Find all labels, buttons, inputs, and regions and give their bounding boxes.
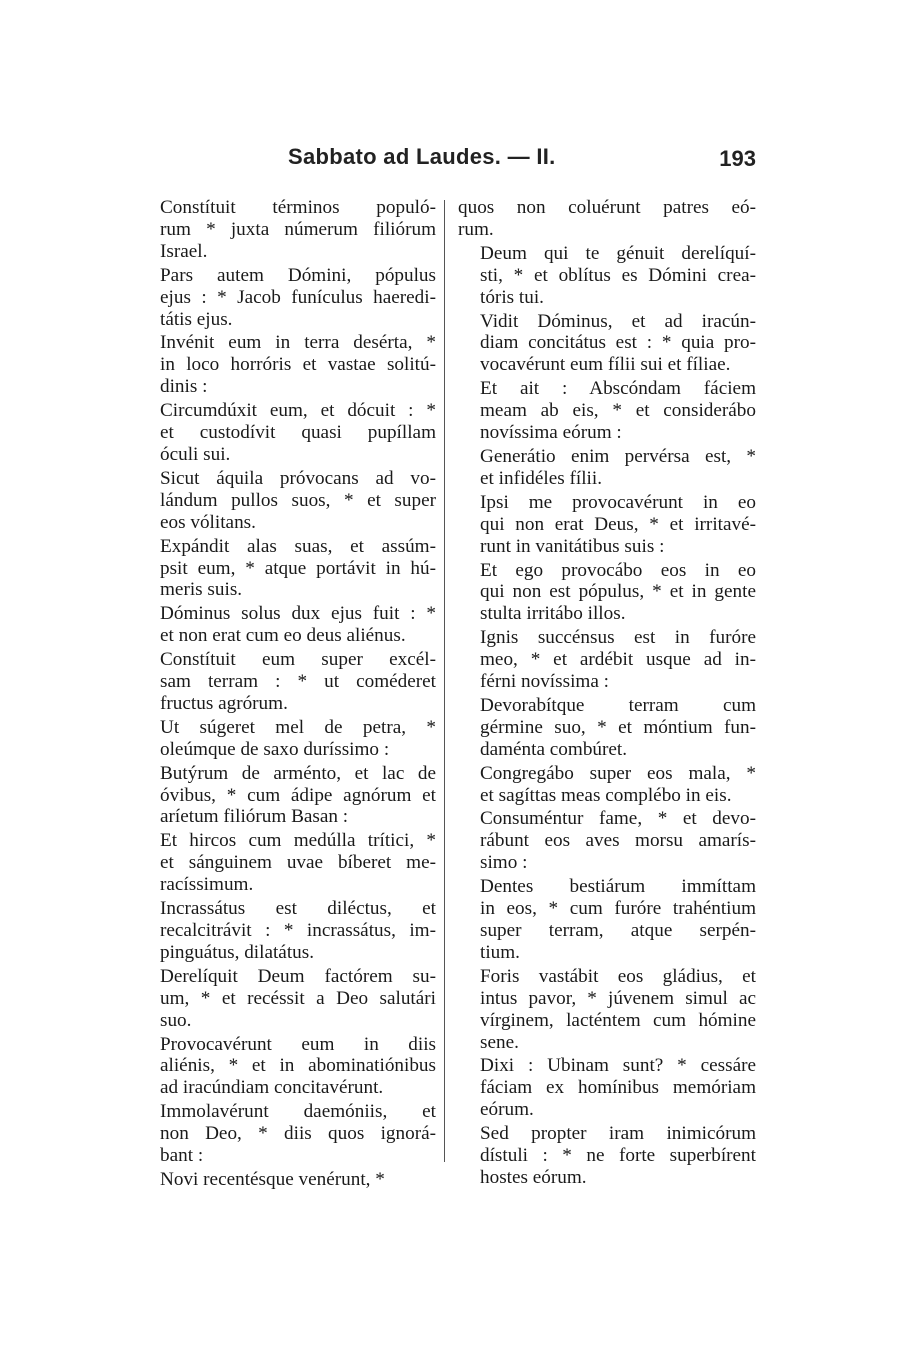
verse (138, 1169, 436, 1191)
verse-line: Foris vastábit eos gládius, et (480, 965, 756, 987)
right-column (458, 197, 756, 1191)
verse (458, 378, 756, 444)
verse-line: et sagíttas meas complébo in eis. (480, 784, 732, 806)
verse-line: Ignis succénsus est in furóre (480, 627, 756, 649)
verse-line: novíssima eórum : (480, 422, 622, 444)
verse-line: Israel. (160, 240, 208, 262)
verse-line: rábunt eos aves morsu amarís- (480, 830, 756, 852)
verse-line: suo. (160, 1009, 192, 1031)
verse (138, 1034, 436, 1100)
verse-line: qui non est pópulus, * et in gente (480, 581, 756, 603)
verse-line: Ut súgeret mel de petra, * (160, 716, 436, 738)
verse (138, 717, 436, 761)
verse-line: Dixi : Ubinam sunt? * cessáre (480, 1055, 756, 1077)
verse-line: Constítuit eum super excél- (160, 649, 436, 671)
verse (458, 197, 756, 241)
verse-line: Immolavérunt daemóniis, et (160, 1101, 436, 1123)
verse-line: super terram, atque serpén- (480, 920, 756, 941)
verse-line: meo, * et ardébit usque ad in- (480, 649, 756, 671)
verse-line: ad iracúndiam concitavérunt. (160, 1077, 384, 1099)
page-header (138, 144, 758, 178)
verse-line: recalcitrávit : * incrassátus, im- (160, 920, 436, 941)
verse (458, 627, 756, 693)
verse (138, 332, 436, 398)
verse (458, 1123, 756, 1189)
verse-line: Congregábo super eos mala, * (480, 762, 756, 784)
verse-line: Sicut áquila próvocans ad vo- (160, 467, 436, 489)
verse (138, 197, 436, 263)
verse (138, 763, 436, 829)
verse (458, 243, 756, 309)
verse-line: sam terram : * ut coméderet (160, 671, 436, 693)
running-title: Sabbato ad Laudes. — II. (288, 144, 556, 169)
verse-line: gérmine suo, * et móntium fun- (480, 716, 756, 738)
verse-line: in eos, * cum furóre trahéntium (480, 898, 756, 920)
verse (138, 898, 436, 964)
verse-line: Invénit eum in terra desérta, * (160, 332, 436, 354)
verse-line: bant : (160, 1145, 204, 1167)
left-column (138, 197, 436, 1193)
verse (138, 265, 436, 331)
verse-line: eos vólitans. (160, 511, 256, 533)
verse (138, 536, 436, 602)
verse-line: rum * juxta númerum filiórum (160, 218, 436, 240)
verse-line: runt in vanitátibus suis : (480, 535, 665, 557)
verse-line: racíssimum. (160, 874, 254, 896)
verse-line: in loco horróris et vastae solitú- (160, 354, 436, 376)
verse-line: óvibus, * cum ádipe agnórum et (160, 784, 436, 806)
verse-line: sti, * et oblítus es Dómini crea- (480, 264, 756, 286)
verse-line: Consuméntur fame, * et devo- (480, 808, 756, 830)
verse-line: Vidit Dóminus, et ad iracún- (480, 310, 756, 332)
verse-line: eórum. (480, 1099, 534, 1121)
verse-line: Et ait : Abscóndam fáciem (480, 378, 756, 400)
verse-line: meam ab eis, * et considerábo (480, 400, 756, 422)
verse-line: et sánguinem uvae bíberet me- (160, 852, 436, 874)
verse (138, 649, 436, 715)
verse-line: stulta irritábo illos. (480, 603, 626, 625)
verse-line: aríetum filiórum Basan : (160, 806, 349, 828)
verse-line: fructus agrórum. (160, 692, 288, 714)
verse-line: Et ego provocábo eos in eo (480, 559, 756, 581)
verse (458, 446, 756, 490)
verse-line: lándum pullos suos, * et super (160, 489, 436, 511)
verse-line: Deum qui te génuit derelíquí- (480, 242, 756, 264)
verse-line: psit eum, * atque portávit in hú- (160, 557, 436, 579)
verse-line: diam concitátus est : * quia pro- (480, 332, 756, 354)
verse (458, 311, 756, 377)
verse-line: Sed propter iram inimicórum (480, 1123, 756, 1145)
column-divider (444, 200, 445, 1162)
verse-line: Derelíquit Deum factórem su- (160, 965, 436, 987)
verse-line: Dentes bestiárum immíttam (480, 876, 756, 898)
verse-line: Devorabítque terram cum (480, 694, 756, 716)
verse-line: Butýrum de arménto, et lac de (160, 762, 436, 784)
verse-line: Incrassátus est diléctus, et (160, 898, 436, 920)
verse-line: pinguátus, dilatátus. (160, 941, 315, 963)
verse (458, 808, 756, 874)
verse-line: daménta combúret. (480, 738, 628, 760)
verse-line: Circumdúxit eum, et dócuit : * (160, 400, 436, 422)
verse-line: aliénis, * et in abominatiónibus (160, 1055, 436, 1077)
verse-line: et custodívit quasi pupíllam (160, 422, 436, 444)
verse-line: um, * et recéssit a Deo salutári (160, 987, 436, 1009)
verse-line: Generátio enim pervérsa est, * (480, 445, 756, 467)
verse-line: Novi recentésque venérunt, * (160, 1168, 385, 1190)
verse (458, 876, 756, 964)
verse-line: meris suis. (160, 579, 243, 601)
verse-line: hostes eórum. (480, 1166, 587, 1188)
verse-line: Expándit alas suas, et assúm- (160, 535, 436, 557)
verse (458, 966, 756, 1054)
verse-line: simo : (480, 852, 528, 874)
verse-line: óculi sui. (160, 443, 231, 465)
page-number: 193 (719, 146, 756, 171)
verse-line: ejus : * Jacob funículus haeredi- (160, 286, 436, 308)
verse-line: intus pavor, * júvenem simul ac (480, 987, 756, 1009)
verse-line: qui non erat Deus, * et irritavé- (480, 513, 756, 535)
verse-line: vocavérunt eum fílii sui et fíliae. (480, 354, 731, 376)
verse-line: non Deo, * diis quos ignorá- (160, 1123, 436, 1145)
verse-line: Dóminus solus dux ejus fuit : * (160, 603, 436, 625)
verse-line: dinis : (160, 376, 208, 398)
verse (138, 966, 436, 1032)
verse-line: Provocavérunt eum in diis (160, 1033, 436, 1055)
verse-line: Et hircos cum medúlla trítici, * (160, 830, 436, 852)
verse-line: quos non coluérunt patres eó- (458, 197, 756, 218)
verse (458, 763, 756, 807)
verse-line: Constítuit términos populó- (160, 197, 436, 218)
verse-line: sene. (480, 1031, 519, 1053)
verse-line: tátis ejus. (160, 308, 233, 330)
verse (458, 695, 756, 761)
verse-line: et infidéles fílii. (480, 467, 603, 489)
verse-line: tóris tui. (480, 286, 544, 308)
verse (458, 1055, 756, 1121)
verse-line: vírginem, lacténtem cum hómine (480, 1009, 756, 1031)
verse (138, 1101, 436, 1167)
verse (138, 468, 436, 534)
verse (138, 830, 436, 896)
verse-line: et non erat cum eo deus aliénus. (160, 625, 406, 647)
verse-line: oleúmque de saxo duríssimo : (160, 738, 390, 760)
verse (458, 560, 756, 626)
verse (138, 603, 436, 647)
verse-line: tium. (480, 941, 520, 963)
verse-line: dístuli : * ne forte superbírent (480, 1145, 756, 1167)
verse (458, 492, 756, 558)
verse-line: rum. (458, 218, 494, 240)
verse (138, 400, 436, 466)
verse-line: Ipsi me provocavérunt in eo (480, 491, 756, 513)
verse-line: fáciam ex homínibus memóriam (480, 1077, 756, 1099)
verse-line: férni novíssima : (480, 671, 609, 693)
verse-line: Pars autem Dómini, pópulus (160, 264, 436, 286)
